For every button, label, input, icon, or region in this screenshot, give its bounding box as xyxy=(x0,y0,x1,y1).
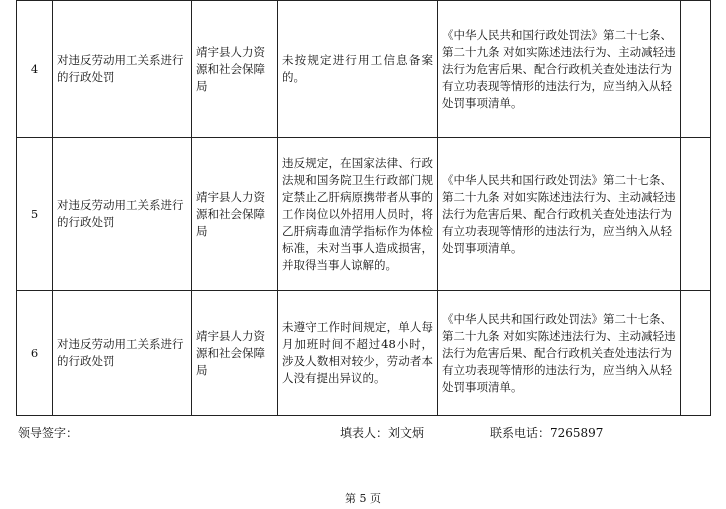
penalty-item: 对违反劳动用工关系进行的行政处罚 xyxy=(53,1,192,138)
penalty-condition: 未遵守工作时间规定，单人每月加班时间不超过48小时，涉及人数相对较少，劳动者本人没有提出异议的。 xyxy=(278,291,438,416)
note-cell xyxy=(681,1,711,138)
note-cell xyxy=(681,291,711,416)
department: 靖宇县人力资源和社会保障局 xyxy=(192,1,278,138)
filler-name: 填表人：刘文炳 xyxy=(340,426,425,440)
penalty-item: 对违反劳动用工关系进行的行政处罚 xyxy=(53,138,192,291)
department: 靖宇县人力资源和社会保障局 xyxy=(192,291,278,416)
leader-signature-label: 领导签字： xyxy=(18,426,79,440)
legal-basis: 《中华人民共和国行政处罚法》第二十七条、第二十九条 对如实陈述违法行为、主动减轻违法行为危害后果、配合行政机关查处违法行为有立功表现等情形的违法行为，应当纳入从轻处罚事项清单。 xyxy=(438,138,681,291)
penalty-item: 对违反劳动用工关系进行的行政处罚 xyxy=(53,291,192,416)
row-number: 6 xyxy=(17,291,53,416)
row-number: 4 xyxy=(17,1,53,138)
contact-phone: 联系电话：7265897 xyxy=(490,426,604,440)
legal-basis: 《中华人民共和国行政处罚法》第二十七条、第二十九条 对如实陈述违法行为、主动减轻违法行为危害后果、配合行政机关查处违法行为有立功表现等情形的违法行为，应当纳入从轻处罚事项清单。 xyxy=(438,1,681,138)
page-number: 第 5 页 xyxy=(345,492,381,505)
penalty-list-table xyxy=(16,0,711,416)
table-row xyxy=(17,1,711,138)
penalty-condition: 违反规定，在国家法律、行政法规和国务院卫生行政部门规定禁止乙肝病原携带者从事的工作岗位以外招用人员时，将乙肝病毒血清学指标作为体检标准，未对当事人造成损害，并取得当事人谅解的。 xyxy=(278,138,438,291)
legal-basis: 《中华人民共和国行政处罚法》第二十七条、第二十九条 对如实陈述违法行为、主动减轻违法行为危害后果、配合行政机关查处违法行为有立功表现等情形的违法行为，应当纳入从轻处罚事项清单。 xyxy=(438,291,681,416)
row-number: 5 xyxy=(17,138,53,291)
penalty-condition: 未按规定进行用工信息备案的。 xyxy=(278,1,438,138)
note-cell xyxy=(681,138,711,291)
table-row xyxy=(17,138,711,291)
table-row xyxy=(17,291,711,416)
department: 靖宇县人力资源和社会保障局 xyxy=(192,138,278,291)
